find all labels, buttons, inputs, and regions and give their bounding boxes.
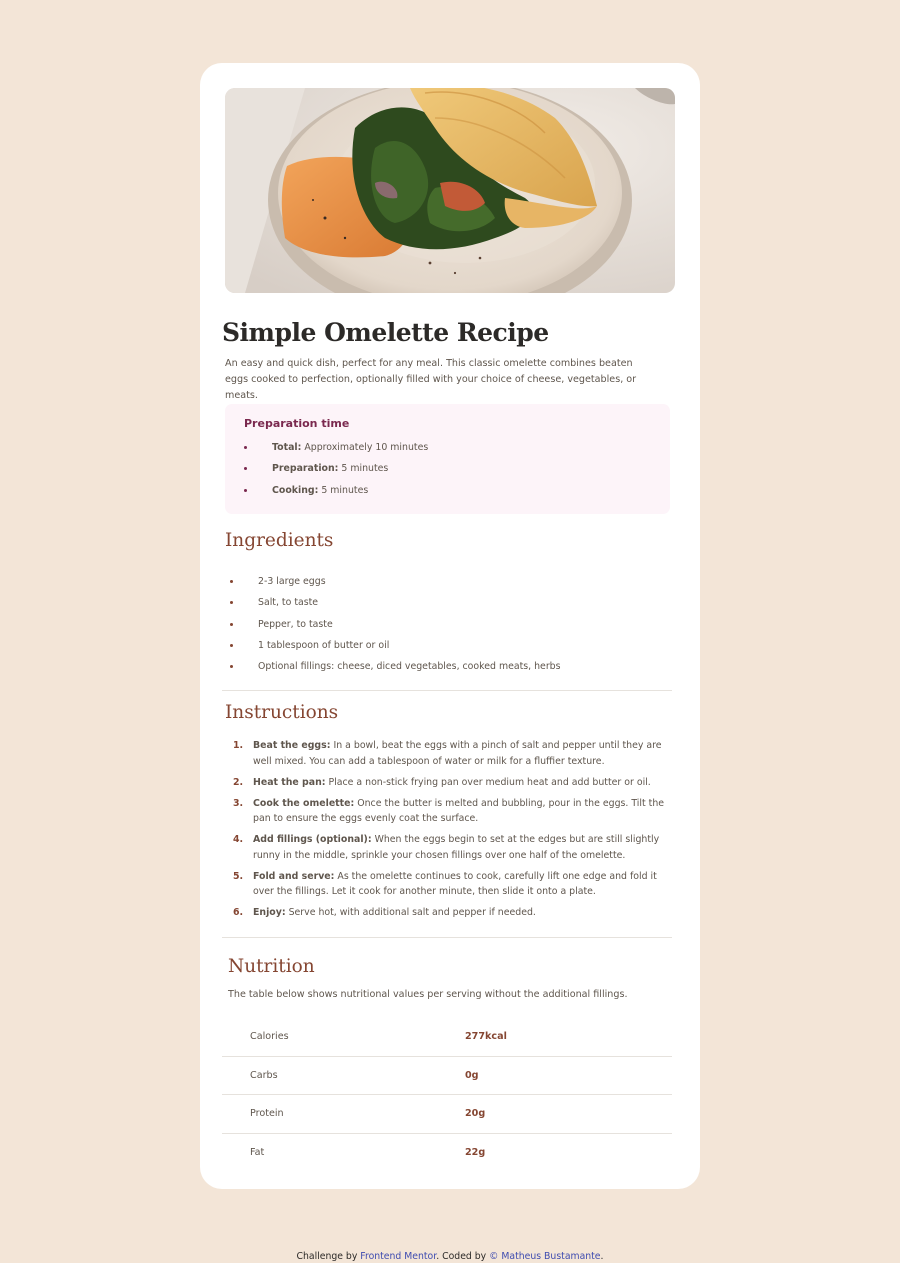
list-item: Optional fillings: cheese, diced vegetables, cooked meats, herbs: [229, 659, 561, 680]
instruction-step: 2. Heat the pan: Place a non-stick frying pan over medium heat and add butter or oil.: [233, 776, 651, 788]
prep-item-cooking: Cooking: 5 minutes: [243, 483, 428, 504]
instruction-step: 4. Add fillings (optional): When the eggs begin to set at the edges but are still slightly runny in the middle, sprinkle your chosen fillings over one half of the omelette.: [233, 834, 660, 861]
nutrient-label: Fat: [250, 1146, 265, 1158]
instructions-list: [225, 738, 665, 926]
divider: [222, 690, 672, 691]
nutrition-title: Nutrition: [228, 956, 315, 977]
recipe-title: Simple Omelette Recipe: [222, 318, 549, 347]
list-item: 1 tablespoon of butter or oil: [229, 638, 561, 659]
instruction-step: 6. Enjoy: Serve hot, with additional salt and pepper if needed.: [233, 907, 536, 918]
omelette-image: [225, 88, 675, 293]
prep-item-preparation: Preparation: 5 minutes: [243, 461, 428, 482]
instructions-title: Instructions: [225, 702, 339, 723]
nutrient-label: Carbs: [250, 1069, 278, 1081]
instruction-step: 5. Fold and serve: As the omelette continues to cook, carefully lift one edge and fold it over the fillings. Let it cook for another minute, then slide it onto a plate.: [233, 870, 657, 897]
ingredients-title: Ingredients: [225, 530, 334, 551]
preparation-box: [225, 404, 670, 514]
prep-item-total: Total: Approximately 10 minutes: [243, 440, 428, 461]
table-row: [222, 1057, 672, 1096]
nutrient-value: 22g: [465, 1146, 486, 1158]
list-item: Pepper, to taste: [229, 617, 561, 638]
recipe-intro: An easy and quick dish, perfect for any meal. This classic omelette combines beaten eggs cooked to perfection, optionally filled with your choice of cheese, vegetables, or meats.: [225, 358, 637, 401]
preparation-title: Preparation time: [244, 417, 350, 430]
ingredients-list: [229, 574, 561, 680]
list-item: 2-3 large eggs: [229, 574, 561, 595]
attribution-footer: Challenge by Frontend Mentor. Coded by © Matheus Bustamante.: [296, 1251, 604, 1262]
recipe-card: [200, 63, 700, 1189]
nutrient-value: 20g: [465, 1108, 486, 1119]
instruction-step: 3. Cook the omelette: Once the butter is melted and bubbling, pour in the eggs. Tilt the pan to ensure the eggs evenly coat the surface.: [233, 797, 665, 824]
nutrient-value: 0g: [465, 1069, 479, 1081]
nutrition-description: The table below shows nutritional values per serving without the additional fillings.: [228, 989, 628, 1000]
table-row: [222, 1134, 672, 1172]
list-item: Salt, to taste: [229, 595, 561, 616]
nutrient-value: 277kcal: [465, 1031, 507, 1042]
table-row: [222, 1095, 672, 1134]
frontend-mentor-link[interactable]: Frontend Mentor: [360, 1251, 437, 1262]
preparation-list: [243, 440, 428, 504]
author-link[interactable]: © Matheus Bustamante: [489, 1251, 601, 1262]
nutrient-label: Protein: [250, 1108, 284, 1119]
divider: [222, 937, 672, 938]
nutrient-label: Calories: [250, 1031, 289, 1042]
nutrition-table: [222, 1018, 672, 1171]
table-row: [222, 1018, 672, 1057]
instruction-step: 1. Beat the eggs: In a bowl, beat the eggs with a pinch of salt and pepper until they are well mixed. You can add a tablespoon of water or milk for a fluffier texture.: [233, 740, 662, 767]
